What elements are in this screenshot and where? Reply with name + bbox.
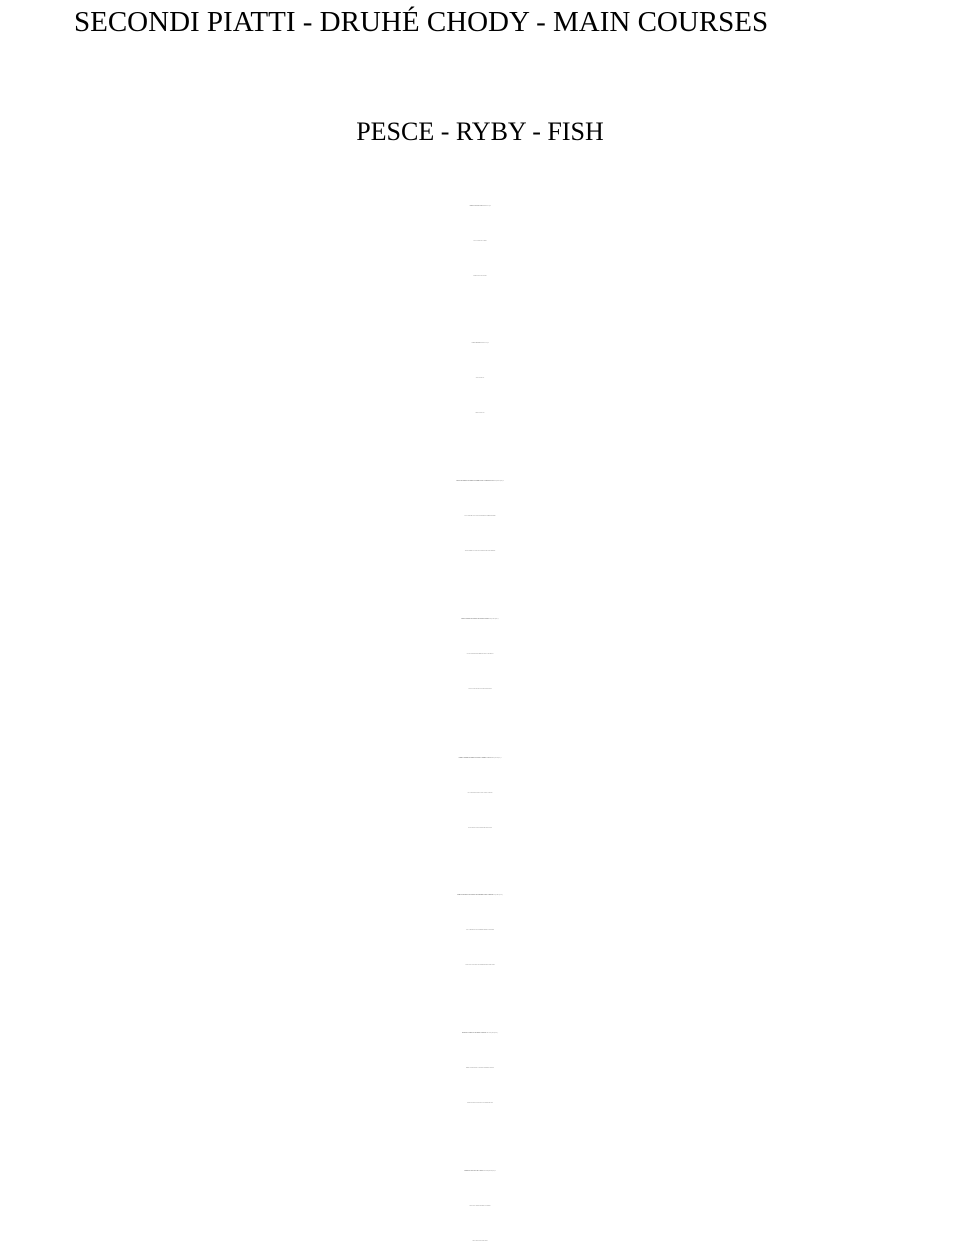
dish-czech: filet ze žlutoploutvého tuňáka na grilu s bílou ředkví (466, 654, 494, 655)
dish-czech: slávky na bílém víně (475, 378, 485, 379)
dish-title-line (0, 189, 960, 224)
dish-item (0, 878, 960, 983)
dish-item (0, 464, 960, 569)
dish-czech: filet z candáta na grilu s parmskou šunkou a fazolkami (466, 930, 494, 931)
dish-item (0, 1154, 960, 1259)
dish-english: mussels in white wine (475, 413, 485, 414)
dish-item (0, 326, 960, 431)
dish-english: grilled pike perch fillet with parma ham and green beans (465, 965, 495, 966)
dish-english: baked sea bass "en papillote" with lemon and basil (467, 1103, 493, 1104)
dish-price: cca 300g/425 Kč/€17,7 (486, 1033, 499, 1034)
dish-name: Filetto di halibut alla griglia con glacé al limetta e zenzero (458, 758, 492, 759)
dish-price: 200g/325 Kč/€13,5 (494, 481, 504, 482)
dish-item (0, 189, 960, 294)
dish-price: 200g/425 Kč/€17,7 (491, 758, 502, 759)
dish-czech: mořský okoun pečený v papilotě s citronem a bazalkou (466, 1068, 494, 1069)
dish-item (0, 602, 960, 707)
dish-english: grilled yellow-fin tuna fillet with white radish (468, 689, 492, 690)
dish-title-line (0, 602, 960, 637)
dish-title-line (0, 1016, 960, 1051)
dish-item (0, 1016, 960, 1121)
dish-name: Gamberi al vino bianco e timo (469, 206, 483, 207)
dish-english: grilled salmon fillet with olive tapenade and dried tomatoes (464, 551, 496, 552)
dish-item (0, 741, 960, 846)
dish-czech: platýs velký pečený na másle a bylinkách (469, 1206, 491, 1207)
dish-english: grilled halibut fillet with lime and ginger glacé (468, 828, 492, 829)
dish-english: baked plaice with herb butter (472, 1241, 488, 1242)
dish-czech: filet z halibuta na grilu s glazé z limety a zázvoru (467, 793, 493, 794)
dish-name: Platessa al forno alle erbe e burro (464, 1171, 484, 1172)
dish-name: Filetto di lucioperca alla griglia con prosciutto crudo e fagiolini (457, 895, 493, 896)
dish-title-line (0, 878, 960, 913)
dish-price: 200g/425 Kč/€17,7 (493, 895, 503, 896)
dish-title-line (0, 464, 960, 499)
dish-name: Cozze al vino bianco (471, 343, 481, 344)
dish-title-line (0, 1154, 960, 1189)
dish-price: 600g/345 Kč/€14,4 (480, 343, 489, 344)
dish-czech: filet z lososa na grilu s olivovou tapenádou a sušenými rajčaty (464, 516, 496, 517)
dish-english: shrimps in white wine and thyme (473, 276, 487, 277)
dish-czech: krevety na bílém víně a tymiánu (473, 241, 487, 242)
dish-title-line (0, 741, 960, 776)
dish-name: Trancio di salmone alla griglia con pasta d'olive e pomodori secchi (456, 481, 494, 482)
dish-price: 200g/425 Kč/€17,7 (489, 619, 499, 620)
section-title: PESCE - RYBY - FISH (356, 117, 604, 146)
page-title: SECONDI PIATTI - DRUHÉ CHODY - MAIN COURSES (74, 6, 769, 38)
dish-title-line (0, 326, 960, 361)
dish-name: Trancio di tonno alla griglia con ravanello bianco (461, 619, 489, 620)
dish-price: cca 500g/385 Kč/€16,04 (483, 1171, 496, 1172)
dish-price: 200g/345 Kč/€14,4 (482, 206, 491, 207)
dish-name: Branzino al cartoccio con limone a basilico (461, 1033, 487, 1034)
